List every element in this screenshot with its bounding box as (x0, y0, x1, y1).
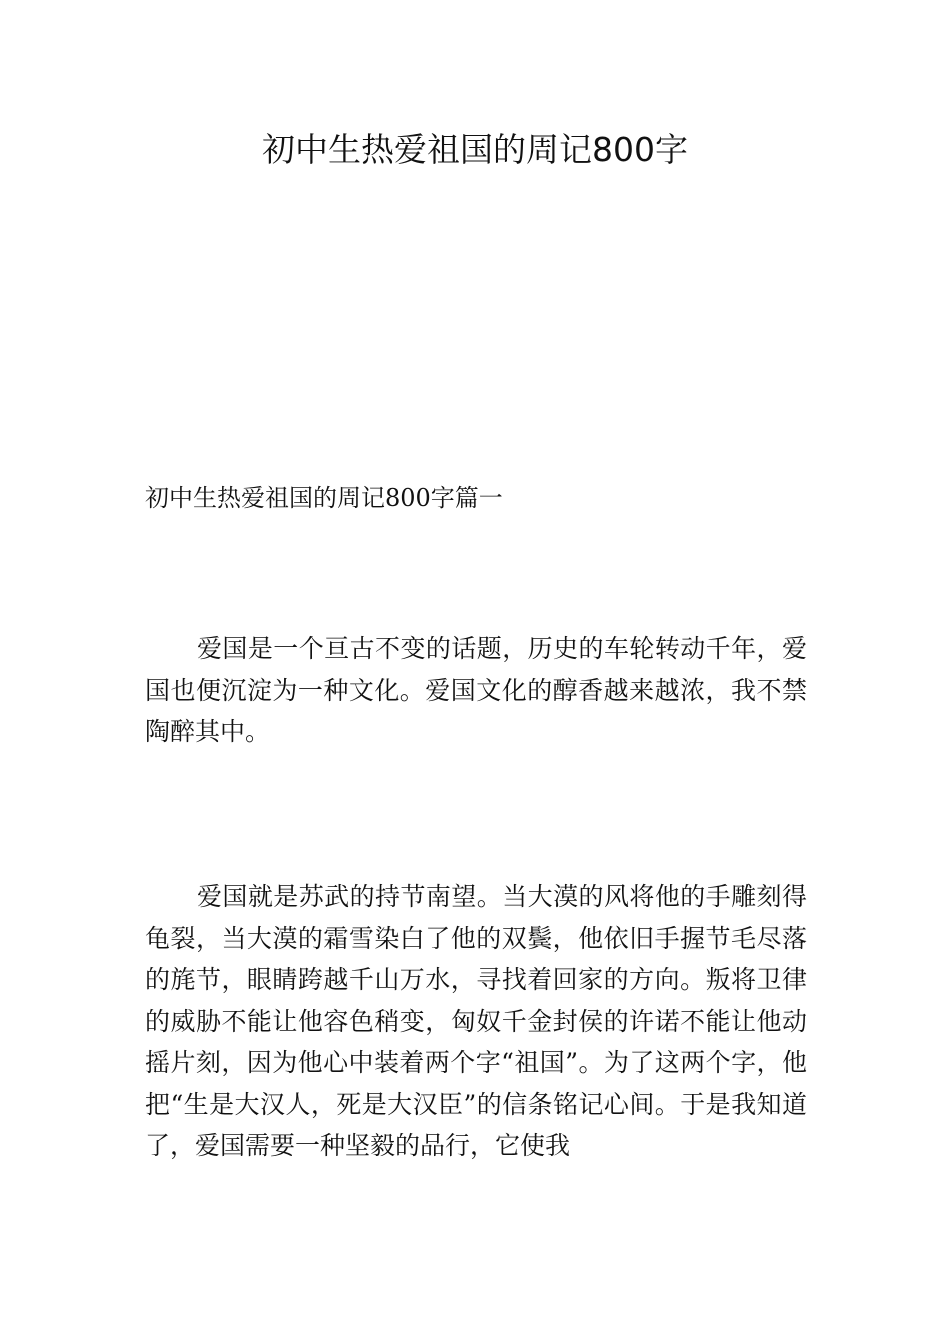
paragraph-2: 爱国就是苏武的持节南望。当大漠的风将他的手雕刻得龟裂，当大漠的霜雪染白了他的双鬓，他依旧手握节毛尽落的旄节，眼睛跨越千山万水，寻找着回家的方向。叛将卫律的威胁不能让他容色稍变，匈奴千金封侯的许诺不能让他动摇片刻，因为他心中装着两个字“祖国”。为了这两个字，他把“生是大汉人，死是大汉臣”的信条铭记心间。于是我知道了，爱国需要一种坚毅的品行，它使我 (145, 882, 807, 1160)
paragraph-1: 爱国是一个亘古不变的话题，历史的车轮转动千年，爱国也便沉淀为一种文化。爱国文化的醇香越来越浓，我不禁陶醉其中。 (145, 634, 807, 746)
section-heading: 初中生热爱祖国的周记800字篇一 (145, 484, 503, 512)
document-title: 初中生热爱祖国的周记800字 (262, 130, 688, 169)
